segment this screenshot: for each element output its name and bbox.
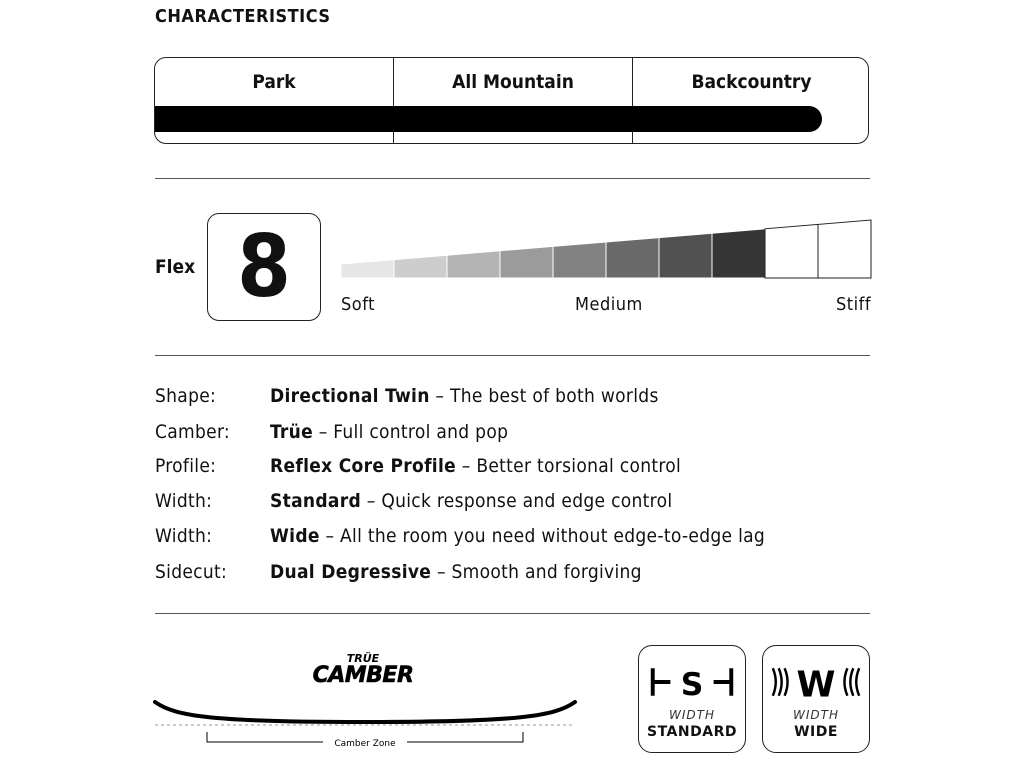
spec-value-shape: Directional Twin – The best of both worlds — [270, 385, 659, 407]
width-standard-label: STANDARD — [647, 724, 737, 740]
svg-text:CAMBER: CAMBER — [312, 663, 414, 688]
width-wide-label: WIDE — [794, 724, 838, 740]
flex-scale — [335, 215, 875, 285]
flex-segment-8 — [712, 229, 765, 278]
camber-diagram — [150, 640, 590, 758]
spec-value-sidecut: Dual Degressive – Smooth and forgiving — [270, 561, 642, 583]
spec-value-width-wide: Wide – All the room you need without edge-to-edge lag — [270, 525, 766, 547]
flex-segment-10 — [818, 220, 871, 278]
flex-segment-9 — [765, 224, 818, 278]
divider — [155, 355, 870, 356]
terrain-fill-bar — [155, 106, 822, 132]
spec-value-camber: Trüe – Full control and pop — [270, 421, 509, 443]
terrain-all-mountain: All Mountain — [393, 58, 632, 143]
width-wide-badge — [762, 645, 870, 753]
board-profile — [155, 702, 575, 722]
flex-segment-1 — [341, 260, 394, 278]
spec-key-camber: Camber: — [155, 421, 230, 443]
flex-segment-5 — [553, 242, 606, 278]
section-title: CHARACTERISTICS — [155, 6, 331, 27]
true-camber-logo — [313, 651, 414, 688]
width-wide-sub: WIDTH — [793, 708, 839, 722]
width-standard-sub: WIDTH — [669, 708, 715, 722]
divider — [155, 178, 870, 179]
flex-medium-label: Medium — [575, 294, 643, 315]
terrain-park: Park — [252, 71, 296, 93]
width-standard-badge — [638, 645, 746, 753]
flex-label: Flex — [155, 256, 196, 278]
terrain-scale — [154, 57, 869, 144]
spec-value-width-standard: Standard – Quick response and edge control — [270, 490, 673, 512]
spec-key-width-wide: Width: — [155, 525, 213, 547]
spec-key-width-standard: Width: — [155, 490, 213, 512]
divider — [155, 613, 870, 614]
flex-segment-3 — [447, 251, 500, 278]
flex-rating: 8 — [207, 213, 321, 321]
flex-segment-2 — [394, 255, 447, 278]
camber-zone-label: Camber Zone — [334, 739, 396, 749]
flex-soft-label: Soft — [341, 294, 375, 315]
svg-text:W: W — [796, 664, 836, 704]
width-standard-icon — [639, 660, 745, 704]
spec-key-profile: Profile: — [155, 455, 217, 477]
spec-key-shape: Shape: — [155, 385, 217, 407]
flex-segment-4 — [500, 246, 553, 278]
terrain-backcountry: Backcountry — [632, 58, 869, 143]
spec-key-sidecut: Sidecut: — [155, 561, 228, 583]
spec-value-profile: Reflex Core Profile – Better torsional control — [270, 455, 682, 477]
width-wide-icon — [763, 660, 869, 704]
flex-segment-6 — [606, 238, 659, 278]
flex-stiff-label: Stiff — [836, 294, 872, 315]
svg-text:TRÜE: TRÜE — [346, 652, 380, 665]
flex-segment-7 — [659, 233, 712, 278]
svg-text:S: S — [680, 666, 704, 703]
